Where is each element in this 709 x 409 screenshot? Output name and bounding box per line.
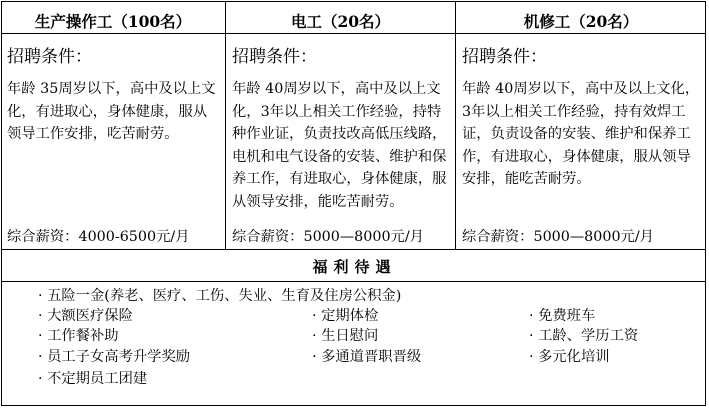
benefit-item: · 定期体检 xyxy=(312,308,379,324)
requirements-mechanic: 年龄 40周岁以下，高中及以上文化，3年以上相关工作经验，持有效焊工证，负责设备的安装、维护和保养工作，有进取心，身体健康，服从领导安排，能吃苦耐劳。 xyxy=(462,81,700,187)
column-divider-2 xyxy=(455,1,456,249)
header-production-worker: 生产操作工（100名） xyxy=(34,12,192,31)
benefit-item: · 五险一金(养老、医疗、工伤、失业、生育及住房公积金) xyxy=(38,288,402,304)
salary-electrician: 综合薪资：5000—8000元/月 xyxy=(232,229,424,245)
benefits-divider-top xyxy=(1,249,706,250)
benefit-item: · 工作餐补助 xyxy=(38,328,119,344)
benefits-divider-bottom xyxy=(1,281,706,282)
benefit-item: · 员工子女高考升学奖励 xyxy=(38,349,191,365)
requirements-production-worker: 年龄 35周岁以下，高中及以上文化，有进取心，身体健康，服从领导工作安排，吃苦耐劳。 xyxy=(7,81,216,142)
benefit-item: · 生日慰问 xyxy=(312,328,379,344)
benefit-item: · 多元化培训 xyxy=(529,349,610,365)
benefit-item: · 大额医疗保险 xyxy=(38,308,133,324)
requirements-electrician: 年龄 40周岁以下，高中及以上文化，3年以上相关工作经验，持特种作业证，负责技改高低压线路，电机和电气设备的安装、维护和保养工作，有进取心，身体健康，服从领导安排，能吃苦耐劳。 xyxy=(232,81,447,210)
benefit-item: · 多通道晋职晋级 xyxy=(312,349,422,365)
condition-label-3: 招聘条件： xyxy=(462,47,547,67)
condition-label-1: 招聘条件： xyxy=(7,47,92,67)
benefit-item: · 免费班车 xyxy=(529,308,596,324)
header-electrician: 电工（20名） xyxy=(290,12,391,31)
benefit-item: · 工龄、学历工资 xyxy=(529,328,639,344)
header-divider xyxy=(1,33,706,34)
benefits-title: 福利待遇 xyxy=(312,258,397,276)
salary-production-worker: 综合薪资：4000-6500元/月 xyxy=(7,229,190,245)
header-mechanic: 机修工（20名） xyxy=(523,12,639,31)
salary-mechanic: 综合薪资：5000—8000元/月 xyxy=(462,229,654,245)
benefit-item: · 不定期员工团建 xyxy=(38,371,148,387)
condition-label-2: 招聘条件： xyxy=(232,47,317,67)
column-divider-1 xyxy=(225,1,226,249)
